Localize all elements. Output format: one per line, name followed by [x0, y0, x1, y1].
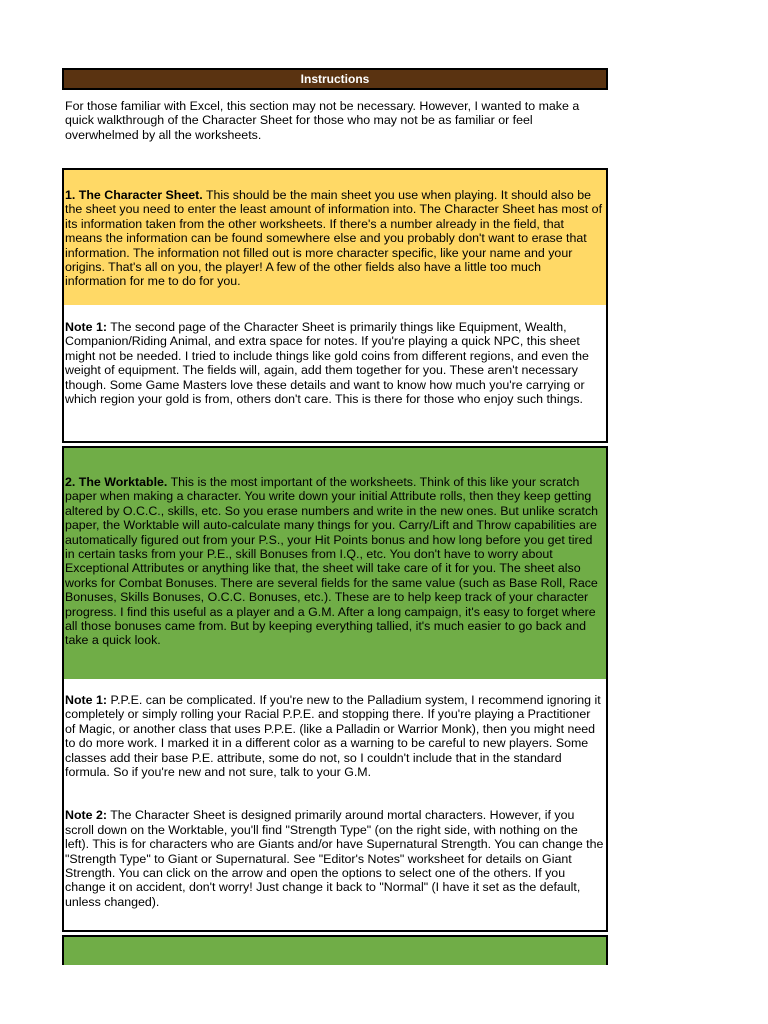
section1-lead: 1. The Character Sheet.	[65, 188, 203, 202]
worktable-cell	[64, 448, 606, 679]
section1-note1-text: The second page of the Character Sheet is primarily things like Equipment, Wealth, Companion/Riding Animal, and extra space for notes. If you're playing a quick NPC, this sheet might not be needed. I tried to include things like gold coins from different regions, and even the weight of equipment. The fields will, again, add them together for you. These aren't necessary though. Some Game Masters love these details and want to know how much you're carrying or which region your gold is from, others don't care. This is there for those who enjoy such things.	[65, 320, 589, 407]
character-sheet-note1-cell	[64, 305, 606, 406]
section1-text: This should be the main sheet you use when playing. It should also be the sheet you need to enter the least amount of information into. The Character Sheet has most of its information taken from the other worksheets. If there's a number already in the field, that means the information can be found somewhere else and you probably don't want to erase that information. The information not filled out is more character specific, like your name and your origins. That's all on you, the player! A few of the other fields also have a little too much information for me to do for you.	[65, 188, 603, 289]
section2-note1-text: P.P.E. can be complicated. If you're new to the Palladium system, I recommend ignoring it completely or simply rolling your Racial P.P.E. and stopping there. If you're playing a Practitioner of Magic, or another class that uses P.P.E. (like a Palladin or Warrior Monk), then you might need to do more work. I marked it in a different color as a warning to be careful to new players. Some classes add their base P.E. attribute, some do not, so I couldn't include that in the standard formula. So if you're new and not sure, talk to your G.M.	[65, 693, 601, 780]
section2-note2-text: The Character Sheet is designed primarily around mortal characters. However, if you scroll down on the Worktable, you'll find "Strength Type" (on the right side, with nothing on the left). This is for characters who are Giants and/or have Supernatural Strength. You can change the "Strength Type" to Giant or Supernatural. See "Editor's Notes" worksheet for details on Giant Strength. You can click on the arrow and open the options to select one of the others. If you change it on accident, don't worry! Just change it back to "Normal" (I have it set as the default, unless changed).	[65, 808, 604, 909]
worktable-section	[62, 446, 608, 932]
intro-text: For those familiar with Excel, this section may not be necessary. However, I wanted to make a quick walkthrough of the Character Sheet for those who may not be as familiar or feel overwhelmed by all the worksheets.	[65, 99, 580, 142]
section2-note1-lead: Note 1:	[65, 693, 107, 707]
instructions-sheet	[62, 68, 608, 965]
instructions-header	[62, 68, 608, 90]
section1-note1-lead: Note 1:	[65, 320, 107, 334]
section2-lead: 2. The Worktable.	[65, 475, 168, 489]
character-sheet-cell	[64, 170, 606, 305]
header-title: Instructions	[300, 72, 370, 86]
section2-note2-lead: Note 2:	[65, 808, 107, 823]
worktable-notes-cell	[64, 679, 606, 909]
character-sheet-section	[62, 168, 608, 443]
section2-text: This is the most important of the worksheets. Think of this like your scratch paper when making a character. You write down your initial Attribute rolls, then they keep getting altered by O.C.C., skills, etc. So you erase numbers and write in the new ones. But unlike scratch paper, the Worktable will auto-calculate many things for you. Carry/Lift and Throw capabilities are automatically figured out from your P.S., your Hit Points bonus and how long before you get tired in certain tasks from your P.E., skill Bonuses from I.Q., etc. You don't have to worry about Exceptional Attributes or anything like that, the sheet will take care of it for you. The sheet also works for Combat Bonuses. There are several fields for the same value (such as Base Roll, Race Bonuses, Skills Bonuses, O.C.C. Bonuses, etc.). These are to help keep track of your character progress. I find this useful as a player and a G.M. After a long campaign, it's easy to forget where all those bonuses came from. But by keeping everything tallied, it's much easier to go back and take a quick look.	[65, 475, 599, 648]
next-section-partial	[62, 935, 608, 965]
